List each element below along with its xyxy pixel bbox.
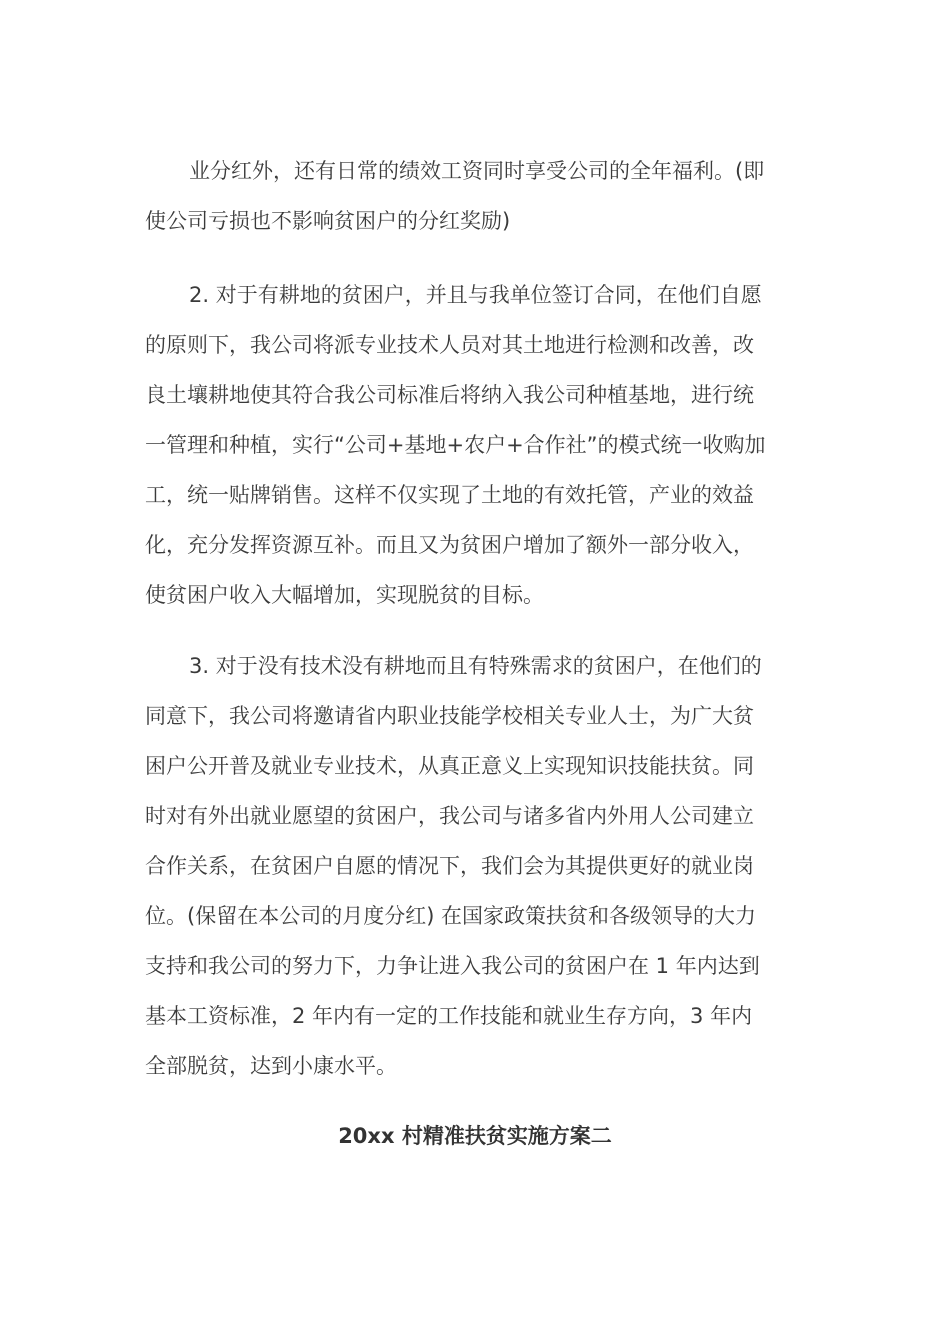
paragraph-2-line-1: 2. 对于有耕地的贫困户，并且与我单位签订合同，在他们自愿 xyxy=(189,283,762,307)
paragraph-3-line-2: 同意下，我公司将邀请省内职业技能学校相关专业人士，为广大贫 xyxy=(145,704,754,728)
paragraph-2-line-2: 的原则下，我公司将派专业技术人员对其土地进行检测和改善，改 xyxy=(145,333,754,357)
paragraph-2-line-5: 工，统一贴牌销售。这样不仅实现了土地的有效托管，产业的效益 xyxy=(145,483,754,507)
paragraph-3-line-5: 合作关系，在贫困户自愿的情况下，我们会为其提供更好的就业岗 xyxy=(145,854,754,878)
section-title: 20xx 村精准扶贫实施方案二 xyxy=(338,1124,612,1148)
paragraph-3-line-1: 3. 对于没有技术没有耕地而且有特殊需求的贫困户，在他们的 xyxy=(189,654,762,678)
paragraph-3-line-3: 困户公开普及就业专业技术，从真正意义上实现知识技能扶贫。同 xyxy=(145,754,754,778)
paragraph-3-line-6: 位。(保留在本公司的月度分红) 在国家政策扶贫和各级领导的大力 xyxy=(145,904,757,928)
paragraph-1-line-1: 业分红外，还有日常的绩效工资同时享受公司的全年福利。(即 xyxy=(189,159,765,183)
paragraph-3-line-7: 支持和我公司的努力下，力争让进入我公司的贫困户在 1 年内达到 xyxy=(145,954,760,978)
paragraph-2-line-4: 一管理和种植，实行“公司+基地+农户+合作社”的模式统一收购加 xyxy=(145,433,766,457)
paragraph-3-line-8: 基本工资标准，2 年内有一定的工作技能和就业生存方向，3 年内 xyxy=(145,1004,753,1028)
paragraph-2-line-3: 良土壤耕地使其符合我公司标准后将纳入我公司种植基地，进行统 xyxy=(145,383,754,407)
paragraph-2-line-7: 使贫困户收入大幅增加，实现脱贫的目标。 xyxy=(145,583,544,607)
paragraph-3-line-4: 时对有外出就业愿望的贫困户，我公司与诸多省内外用人公司建立 xyxy=(145,804,754,828)
paragraph-1-line-2: 使公司亏损也不影响贫困户的分红奖励) xyxy=(145,209,511,233)
paragraph-3-line-9: 全部脱贫，达到小康水平。 xyxy=(145,1054,397,1078)
paragraph-2-line-6: 化，充分发挥资源互补。而且又为贫困户增加了额外一部分收入， xyxy=(145,533,754,557)
